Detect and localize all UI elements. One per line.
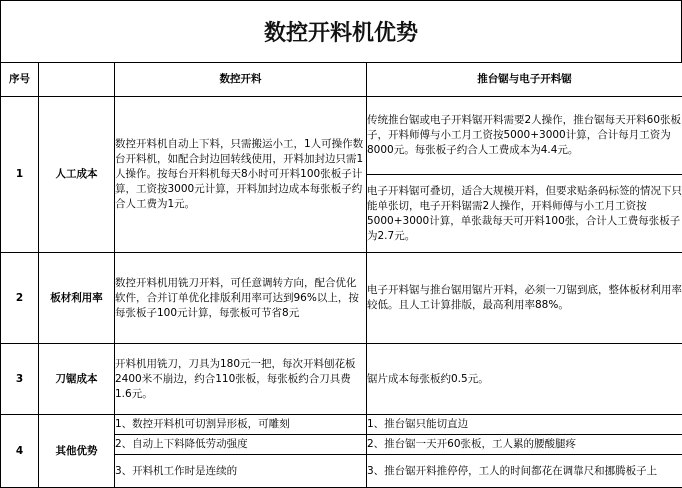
cnc-item: 1、数控开料机可切割异形板，可雕刻 xyxy=(115,415,367,435)
header-saw: 推台锯与电子开料锯 xyxy=(367,63,682,97)
cnc-item: 3、开料机工作时是连续的 xyxy=(115,455,367,488)
saw-description: 锯片成本每张板约0.5元。 xyxy=(367,344,682,415)
row-category: 板材利用率 xyxy=(39,253,115,344)
cnc-description: 开料机用铣刀，刀具为180元一把，每次开料刨花板2400米不崩边，约合110张板，每张板约合刀具费1.6元。 xyxy=(115,344,367,415)
saw-item: 2、推台锯一天开60张板，工人累的腰酸腿疼 xyxy=(367,435,682,455)
comparison-table xyxy=(0,62,682,488)
saw-item: 1、推台锯只能切直边 xyxy=(367,415,682,435)
row-category: 其他优势 xyxy=(39,415,115,488)
row-number: 4 xyxy=(1,415,39,488)
table-header-row xyxy=(1,63,682,97)
page-title: 数控开料机优势 xyxy=(0,0,682,63)
cnc-description: 数控开料机自动上下料，只需搬运小工，1人可操作数台开料机，如配合封边回转线使用，开料加封边只需1人操作。按每台开料机每天8小时可开料100张板子计算，工资按3000元计算，开料加封边成本每张板子约合人工费为1元。 xyxy=(115,97,367,253)
table-row xyxy=(1,344,682,415)
saw-description-a: 传统推台锯或电子开料锯开料需要2人操作，推台锯每天开料60张板子，开料师傅与小工月工资按5000+3000计算，合计每月工资为8000元。每张板子约合人工费成本为4.4元。 xyxy=(367,97,682,175)
row-number: 1 xyxy=(1,97,39,253)
row-number: 3 xyxy=(1,344,39,415)
header-cnc: 数控开料 xyxy=(115,63,367,97)
saw-description-b: 电子开料锯可叠切，适合大规模开料，但要求贴条码标签的情况下只能单张切，电子开料锯需2人操作，开料师傅与小工月工资按5000+3000计算，单张裁每天可开料100张，合计人工费每张板子为2.7元。 xyxy=(367,175,682,253)
saw-item: 3、推台锯开料推停停，工人的时间都花在调靠尺和挪腾板子上 xyxy=(367,455,682,488)
table-row xyxy=(1,253,682,344)
table-row xyxy=(1,97,682,175)
header-no: 序号 xyxy=(1,63,39,97)
row-category: 刀锯成本 xyxy=(39,344,115,415)
header-blank xyxy=(39,63,115,97)
cnc-item: 2、自动上下料降低劳动强度 xyxy=(115,435,367,455)
saw-description: 电子开料锯与推台锯用锯片开料，必须一刀锯到底，整体板材利用率较低。且人工计算排版，最高利用率88%。 xyxy=(367,253,682,344)
table-row xyxy=(1,415,682,435)
cnc-description: 数控开料机用铣刀开料，可任意调转方向，配合优化软件，合并订单优化排版利用率可达到96%以上，按每张板子100元计算，每张板可节省8元 xyxy=(115,253,367,344)
row-category: 人工成本 xyxy=(39,97,115,253)
row-number: 2 xyxy=(1,253,39,344)
